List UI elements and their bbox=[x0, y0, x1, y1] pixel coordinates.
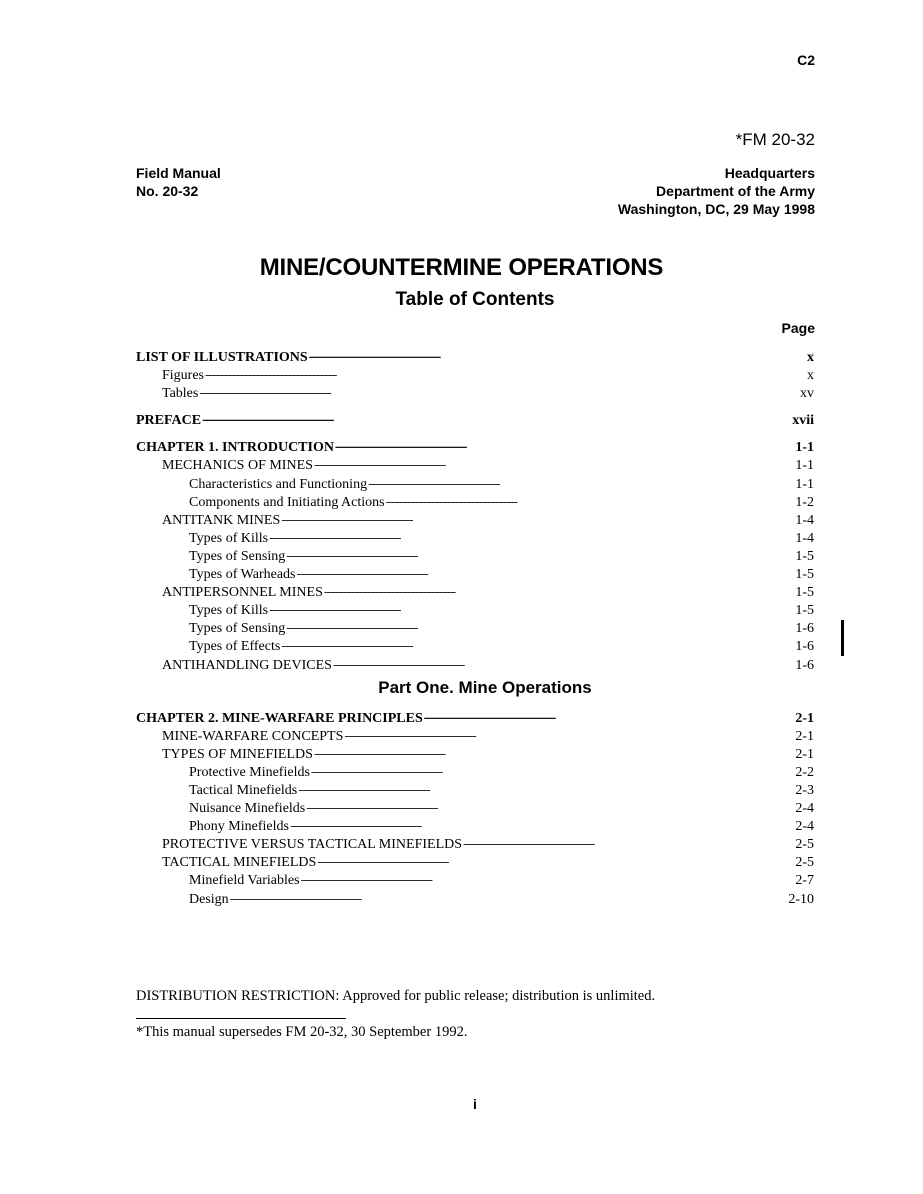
toc-label: Nuisance Minefields bbox=[189, 801, 306, 817]
toc-label: MINE-WARFARE CONCEPTS bbox=[162, 728, 344, 744]
fm-number: *FM 20-32 bbox=[735, 130, 815, 149]
toc-label: Components and Initiating Actions bbox=[189, 494, 385, 510]
dot-leader bbox=[344, 726, 794, 740]
toc-entry-at-types-of-kills[interactable] bbox=[136, 528, 814, 546]
toc-label: Figures bbox=[162, 368, 204, 384]
toc-page: 1-5 bbox=[795, 603, 814, 619]
toc-page: 2-5 bbox=[795, 855, 814, 871]
toc-page: xvii bbox=[792, 413, 814, 429]
toc-label: Types of Sensing bbox=[189, 548, 286, 564]
toc-entry-mechanics-of-mines[interactable] bbox=[136, 455, 814, 473]
footnote-divider bbox=[136, 1018, 346, 1019]
dot-leader bbox=[286, 618, 794, 632]
toc-page: 2-1 bbox=[795, 746, 814, 762]
toc-page: 2-7 bbox=[795, 873, 814, 889]
toc-label: MECHANICS OF MINES bbox=[162, 458, 313, 474]
toc-entry-at-types-of-warheads[interactable] bbox=[136, 564, 814, 582]
dot-leader bbox=[463, 834, 794, 848]
dot-leader bbox=[306, 798, 794, 812]
toc-entry-figures[interactable] bbox=[136, 365, 814, 383]
toc-entry-design[interactable] bbox=[136, 889, 814, 907]
toc-page: 1-6 bbox=[795, 621, 814, 637]
toc-label: Types of Kills bbox=[189, 530, 269, 546]
toc-page: 1-1 bbox=[795, 440, 814, 456]
toc-label: Types of Warheads bbox=[189, 567, 296, 583]
dot-leader bbox=[298, 780, 794, 794]
page-subtitle: Table of Contents bbox=[395, 289, 555, 310]
toc-label: TACTICAL MINEFIELDS bbox=[162, 855, 317, 871]
dot-leader bbox=[301, 870, 795, 884]
dot-leader bbox=[286, 546, 794, 560]
toc-page: 2-4 bbox=[795, 801, 814, 817]
toc-label: PREFACE bbox=[136, 413, 202, 429]
toc-page: 1-5 bbox=[795, 585, 814, 601]
change-mark: C2 bbox=[797, 52, 815, 68]
dot-leader bbox=[314, 455, 794, 469]
toc-entry-chapter-1[interactable] bbox=[136, 437, 814, 455]
part-one-heading: Part One. Mine Operations bbox=[378, 677, 592, 697]
dot-leader bbox=[205, 365, 806, 379]
issue-place-date: Washington, DC, 29 May 1998 bbox=[617, 201, 815, 217]
toc-label: PROTECTIVE VERSUS TACTICAL MINEFIELDS bbox=[162, 837, 463, 853]
toc-entry-antihandling-devices[interactable] bbox=[136, 655, 814, 673]
toc-entry-tables[interactable] bbox=[136, 383, 814, 401]
toc-page: x bbox=[807, 368, 814, 384]
toc-page: 1-2 bbox=[795, 494, 814, 510]
toc-label: Types of Effects bbox=[189, 639, 281, 655]
toc-entry-minefield-variables[interactable] bbox=[136, 870, 814, 888]
toc-label: CHAPTER 2. MINE-WARFARE PRINCIPLES bbox=[136, 710, 423, 726]
dot-leader bbox=[314, 744, 794, 758]
change-bar bbox=[841, 620, 844, 656]
toc-page: 1-5 bbox=[795, 567, 814, 583]
toc-label: ANTIHANDLING DEVICES bbox=[162, 657, 332, 673]
dot-leader bbox=[297, 564, 795, 578]
dot-leader bbox=[324, 582, 794, 596]
toc-page: 2-1 bbox=[795, 710, 814, 726]
toc-entry-characteristics[interactable] bbox=[136, 474, 814, 492]
headquarters-label: Headquarters bbox=[724, 165, 815, 181]
toc-label: Design bbox=[189, 891, 229, 907]
toc-page: xv bbox=[800, 386, 814, 402]
toc-entry-list-of-illustrations[interactable] bbox=[136, 347, 814, 365]
toc-entry-phony-minefields[interactable] bbox=[136, 816, 814, 834]
dot-leader bbox=[335, 437, 794, 451]
toc-entry-nuisance-minefields[interactable] bbox=[136, 798, 814, 816]
toc-entry-protective-minefields[interactable] bbox=[136, 762, 814, 780]
table-of-contents bbox=[136, 347, 814, 907]
toc-label: Tables bbox=[162, 386, 199, 402]
manual-number: No. 20-32 bbox=[136, 183, 199, 199]
toc-page: 1-1 bbox=[795, 458, 814, 474]
toc-label: Tactical Minefields bbox=[189, 782, 298, 798]
page-column-header: Page bbox=[781, 320, 815, 336]
toc-entry-components[interactable] bbox=[136, 492, 814, 510]
field-manual-block bbox=[136, 164, 221, 200]
toc-page: x bbox=[807, 350, 814, 365]
toc-entry-mine-warfare-concepts[interactable] bbox=[136, 726, 814, 744]
toc-label: Types of Sensing bbox=[189, 621, 286, 637]
toc-page: 1-1 bbox=[795, 476, 814, 492]
page-number: i bbox=[473, 1096, 477, 1112]
toc-label: Minefield Variables bbox=[189, 873, 300, 889]
dot-leader bbox=[368, 474, 794, 488]
dot-leader bbox=[202, 410, 791, 424]
toc-label: LIST OF ILLUSTRATIONS bbox=[136, 350, 308, 365]
toc-page: 1-4 bbox=[795, 530, 814, 546]
toc-page: 2-1 bbox=[795, 728, 814, 744]
dot-leader bbox=[333, 655, 794, 669]
distribution-restriction: DISTRIBUTION RESTRICTION: Approved for public release; distribution is unlimited. bbox=[136, 988, 656, 1004]
toc-entry-tactical-minefields-sub[interactable] bbox=[136, 780, 814, 798]
headquarters-block bbox=[618, 164, 815, 218]
toc-page: 2-2 bbox=[795, 764, 814, 780]
supersession-footnote: *This manual supersedes FM 20-32, 30 September 1992. bbox=[136, 1024, 468, 1040]
toc-page: 2-10 bbox=[788, 891, 814, 907]
toc-entry-preface[interactable] bbox=[136, 410, 814, 428]
toc-entry-tactical-minefields[interactable] bbox=[136, 852, 814, 870]
dot-leader bbox=[230, 889, 788, 903]
dot-leader bbox=[269, 528, 794, 542]
dot-leader bbox=[424, 708, 795, 722]
toc-page: 1-6 bbox=[795, 657, 814, 673]
toc-label: Characteristics and Functioning bbox=[189, 476, 368, 492]
dot-leader bbox=[317, 852, 794, 866]
toc-page: 2-5 bbox=[795, 837, 814, 853]
toc-label: CHAPTER 1. INTRODUCTION bbox=[136, 440, 334, 456]
toc-entry-types-of-minefields[interactable] bbox=[136, 744, 814, 762]
dot-leader bbox=[309, 347, 806, 361]
department-label: Department of the Army bbox=[656, 183, 815, 199]
toc-page: 1-5 bbox=[795, 548, 814, 564]
dot-leader bbox=[290, 816, 794, 830]
toc-entry-ap-types-of-sensing[interactable] bbox=[136, 618, 814, 636]
toc-entry-at-types-of-sensing[interactable] bbox=[136, 546, 814, 564]
toc-label: Phony Minefields bbox=[189, 819, 289, 835]
dot-leader bbox=[281, 636, 794, 650]
toc-entry-ap-types-of-kills[interactable] bbox=[136, 600, 814, 618]
dot-leader bbox=[269, 600, 794, 614]
toc-page: 2-4 bbox=[795, 819, 814, 835]
dot-leader bbox=[199, 383, 799, 397]
toc-entry-chapter-2[interactable] bbox=[136, 708, 814, 726]
toc-entry-ap-types-of-effects[interactable] bbox=[136, 636, 814, 654]
toc-page: 1-4 bbox=[795, 512, 814, 528]
page-title: MINE/COUNTERMINE OPERATIONS bbox=[259, 254, 664, 281]
toc-entry-protective-vs-tactical[interactable] bbox=[136, 834, 814, 852]
toc-entry-antipersonnel-mines[interactable] bbox=[136, 582, 814, 600]
toc-label: ANTIPERSONNEL MINES bbox=[162, 585, 323, 601]
toc-label: Protective Minefields bbox=[189, 764, 310, 780]
dot-leader bbox=[386, 492, 795, 506]
toc-label: ANTITANK MINES bbox=[162, 512, 281, 528]
field-manual-label: Field Manual bbox=[136, 165, 221, 181]
toc-entry-antitank-mines[interactable] bbox=[136, 510, 814, 528]
toc-label: Types of Kills bbox=[189, 603, 269, 619]
dot-leader bbox=[281, 510, 794, 524]
toc-page: 1-6 bbox=[795, 639, 814, 655]
toc-label: TYPES OF MINEFIELDS bbox=[162, 746, 313, 762]
dot-leader bbox=[311, 762, 794, 776]
toc-page: 2-3 bbox=[795, 782, 814, 798]
